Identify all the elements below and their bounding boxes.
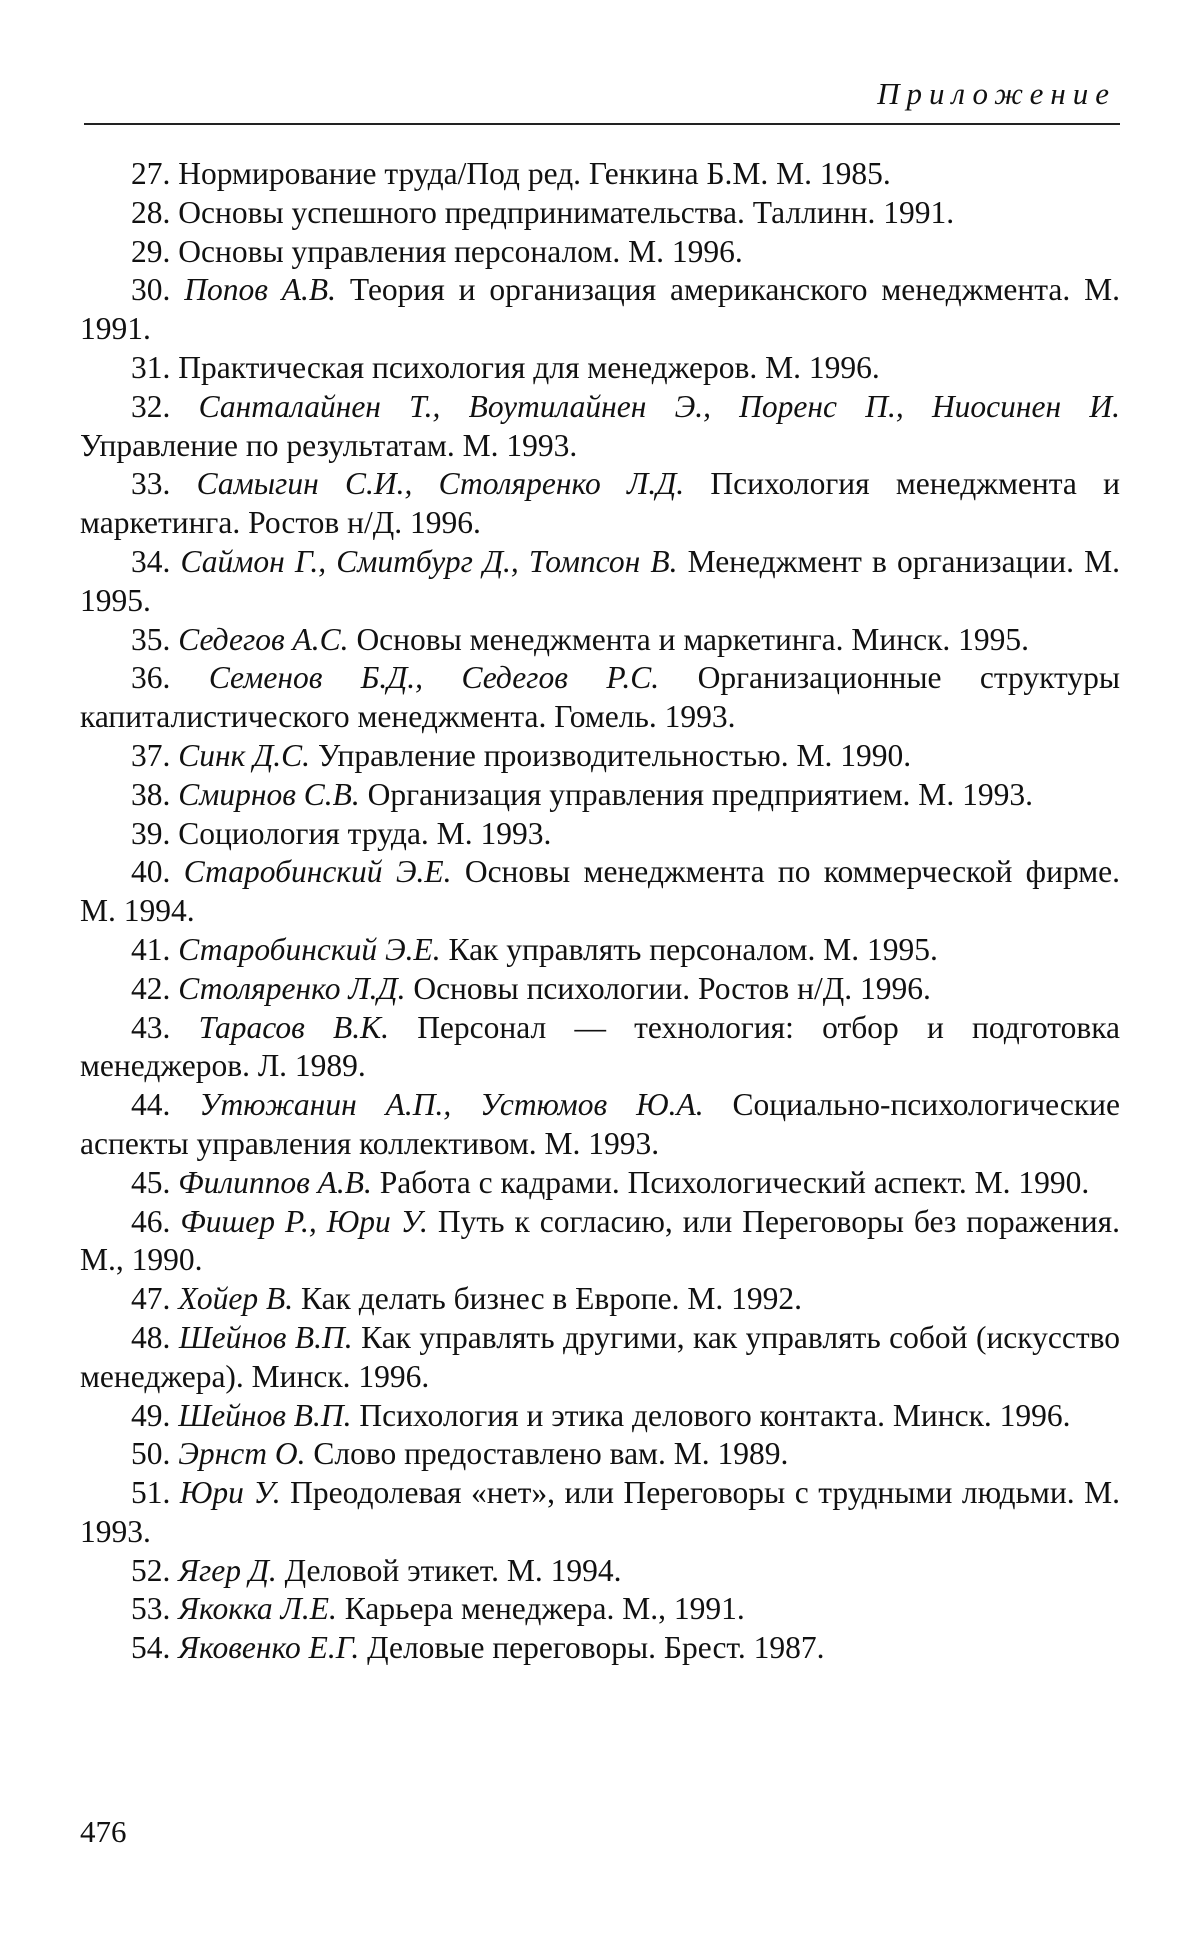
reference-item xyxy=(80,543,1120,621)
running-head: Приложение xyxy=(877,76,1116,111)
reference-text: Организация управления предприятием. М. 1993. xyxy=(367,776,1033,812)
reference-text: Как управлять персоналом. М. 1995. xyxy=(448,931,938,967)
reference-author: Попов А.В. xyxy=(184,272,337,308)
reference-item xyxy=(80,970,1120,1009)
reference-number: 30. xyxy=(131,272,171,308)
reference-author: Столяренко Л.Д. xyxy=(178,970,406,1006)
reference-item xyxy=(80,1319,1120,1397)
reference-author: Юри У. xyxy=(179,1475,281,1511)
reference-author: Смирнов С.В. xyxy=(178,776,360,812)
reference-author: Самыгин С.И., Столяренко Л.Д. xyxy=(196,466,685,502)
reference-text: Нормирование труда/Под ред. Генкина Б.М. М. 1985. xyxy=(178,156,891,191)
reference-number: 48. xyxy=(131,1319,171,1355)
reference-number: 40. xyxy=(131,854,171,890)
reference-item xyxy=(80,271,1120,349)
reference-number: 42. xyxy=(131,970,171,1006)
reference-text: Как делать бизнес в Европе. М. 1992. xyxy=(300,1281,803,1317)
reference-author: Санталайнен Т., Воутилайнен Э., Поренс П., Ниосинен И. xyxy=(198,388,1120,424)
reference-author: Эрнст О. xyxy=(178,1436,306,1472)
reference-item xyxy=(80,465,1120,543)
reference-item xyxy=(80,1009,1120,1087)
reference-item xyxy=(80,349,1120,388)
reference-author: Хойер В. xyxy=(178,1281,294,1317)
reference-item xyxy=(80,815,1120,854)
reference-text: Деловые переговоры. Брест. 1987. xyxy=(367,1630,825,1666)
reference-text: Основы психологии. Ростов н/Д. 1996. xyxy=(413,970,931,1006)
reference-number: 47. xyxy=(131,1281,171,1317)
reference-number: 37. xyxy=(131,737,171,773)
reference-number: 53. xyxy=(131,1591,171,1627)
reference-item xyxy=(80,659,1120,737)
reference-number: 52. xyxy=(131,1552,171,1588)
reference-number: 28. xyxy=(131,194,171,230)
reference-number: 54. xyxy=(131,1630,171,1666)
reference-number: 34. xyxy=(131,543,171,579)
reference-number: 41. xyxy=(131,931,171,967)
reference-author: Шейнов В.П. xyxy=(178,1319,353,1355)
reference-text: Теория и организация американского менеджмента. М. 1991. xyxy=(80,272,1121,347)
reference-text: Организационные структуры капиталистического менеджмента. Гомель. 1993. xyxy=(80,660,1121,735)
reference-number: 49. xyxy=(131,1397,171,1433)
reference-author: Ягер Д. xyxy=(178,1552,277,1588)
reference-author: Семенов Б.Д., Седегов Р.С. xyxy=(208,660,660,696)
reference-text: Социально-психологические аспекты управления коллективом. М. 1993. xyxy=(80,1087,1121,1161)
reference-author: Синк Д.С. xyxy=(178,737,311,773)
reference-text: Преодолевая «нет», или Переговоры с трудными людьми. М. 1993. xyxy=(80,1475,1121,1549)
reference-item xyxy=(80,1474,1120,1552)
reference-item xyxy=(80,1435,1120,1474)
reference-text: Карьера менеджера. М., 1991. xyxy=(344,1591,745,1627)
reference-author: Тарасов В.К. xyxy=(198,1009,389,1045)
reference-item xyxy=(80,621,1120,660)
reference-list xyxy=(80,155,1120,1668)
reference-item xyxy=(80,155,1120,194)
reference-number: 39. xyxy=(131,815,171,851)
reference-item xyxy=(80,1164,1120,1203)
reference-number: 36. xyxy=(131,660,171,696)
reference-number: 50. xyxy=(131,1436,171,1472)
reference-text: Психология менеджмента и маркетинга. Ростов н/Д. 1996. xyxy=(80,466,1120,541)
reference-number: 33. xyxy=(131,466,171,502)
reference-item xyxy=(80,233,1120,272)
reference-number: 43. xyxy=(131,1009,171,1045)
reference-number: 45. xyxy=(131,1164,171,1200)
reference-text: Менеджмент в организации. М. 1995. xyxy=(80,543,1121,618)
reference-author: Яковенко Е.Г. xyxy=(178,1630,360,1666)
reference-item xyxy=(80,776,1120,815)
reference-number: 46. xyxy=(131,1203,171,1239)
reference-text: Как управлять другими, как управлять собой (искусство менеджера). Минск. 1996. xyxy=(80,1319,1121,1394)
reference-number: 44. xyxy=(131,1087,171,1123)
reference-item xyxy=(80,1397,1120,1436)
reference-author: Старобинский Э.Е. xyxy=(183,854,452,890)
reference-text: Социология труда. М. 1993. xyxy=(178,815,552,851)
reference-number: 32. xyxy=(131,388,171,424)
reference-text: Управление по результатам. М. 1993. xyxy=(80,427,578,463)
reference-author: Шейнов В.П. xyxy=(178,1397,352,1433)
reference-item xyxy=(80,931,1120,970)
reference-text: Путь к согласию, или Переговоры без поражения. М., 1990. xyxy=(80,1203,1121,1278)
reference-text: Управление производительностью. М. 1990. xyxy=(317,737,912,773)
reference-item xyxy=(80,388,1120,466)
reference-item xyxy=(80,737,1120,776)
reference-item xyxy=(80,194,1120,233)
header-rule xyxy=(84,123,1120,125)
reference-author: Якокка Л.Е. xyxy=(178,1591,337,1627)
reference-number: 29. xyxy=(131,233,171,269)
reference-text: Слово предоставлено вам. М. 1989. xyxy=(313,1436,789,1472)
reference-item xyxy=(80,1203,1120,1281)
reference-author: Фишер Р., Юри У. xyxy=(180,1203,428,1239)
reference-item xyxy=(80,1590,1120,1629)
reference-item xyxy=(80,1629,1120,1668)
reference-text: Основы менеджмента по коммерческой фирме. М. 1994. xyxy=(80,854,1121,929)
reference-number: 31. xyxy=(131,349,171,385)
reference-author: Саймон Г., Смитбург Д., Томпсон В. xyxy=(180,543,678,579)
reference-author: Филиппов А.В. xyxy=(178,1164,372,1200)
reference-text: Психология и этика делового контакта. Минск. 1996. xyxy=(359,1397,1071,1433)
reference-number: 38. xyxy=(131,776,171,812)
reference-item xyxy=(80,1086,1120,1164)
reference-text: Работа с кадрами. Психологический аспект. М. 1990. xyxy=(379,1164,1090,1200)
reference-text: Основы успешного предпринимательства. Таллинн. 1991. xyxy=(178,194,955,230)
reference-number: 27. xyxy=(131,156,171,191)
reference-author: Утюжанин А.П., Устюмов Ю.А. xyxy=(199,1087,704,1123)
page-number: 476 xyxy=(80,1814,127,1849)
reference-text: Деловой этикет. М. 1994. xyxy=(284,1552,622,1588)
reference-item xyxy=(80,853,1120,931)
reference-text: Персонал — технология: отбор и подготовка менеджеров. Л. 1989. xyxy=(80,1009,1121,1084)
reference-author: Седегов А.С. xyxy=(178,621,349,657)
reference-text: Основы управления персоналом. М. 1996. xyxy=(178,233,743,269)
reference-text: Основы менеджмента и маркетинга. Минск. 1995. xyxy=(356,621,1030,657)
reference-text: Практическая психология для менеджеров. М. 1996. xyxy=(178,349,880,385)
reference-item xyxy=(80,1552,1120,1591)
reference-number: 35. xyxy=(131,621,171,657)
reference-item xyxy=(80,1280,1120,1319)
reference-number: 51. xyxy=(131,1475,171,1511)
reference-author: Старобинский Э.Е. xyxy=(178,931,441,967)
